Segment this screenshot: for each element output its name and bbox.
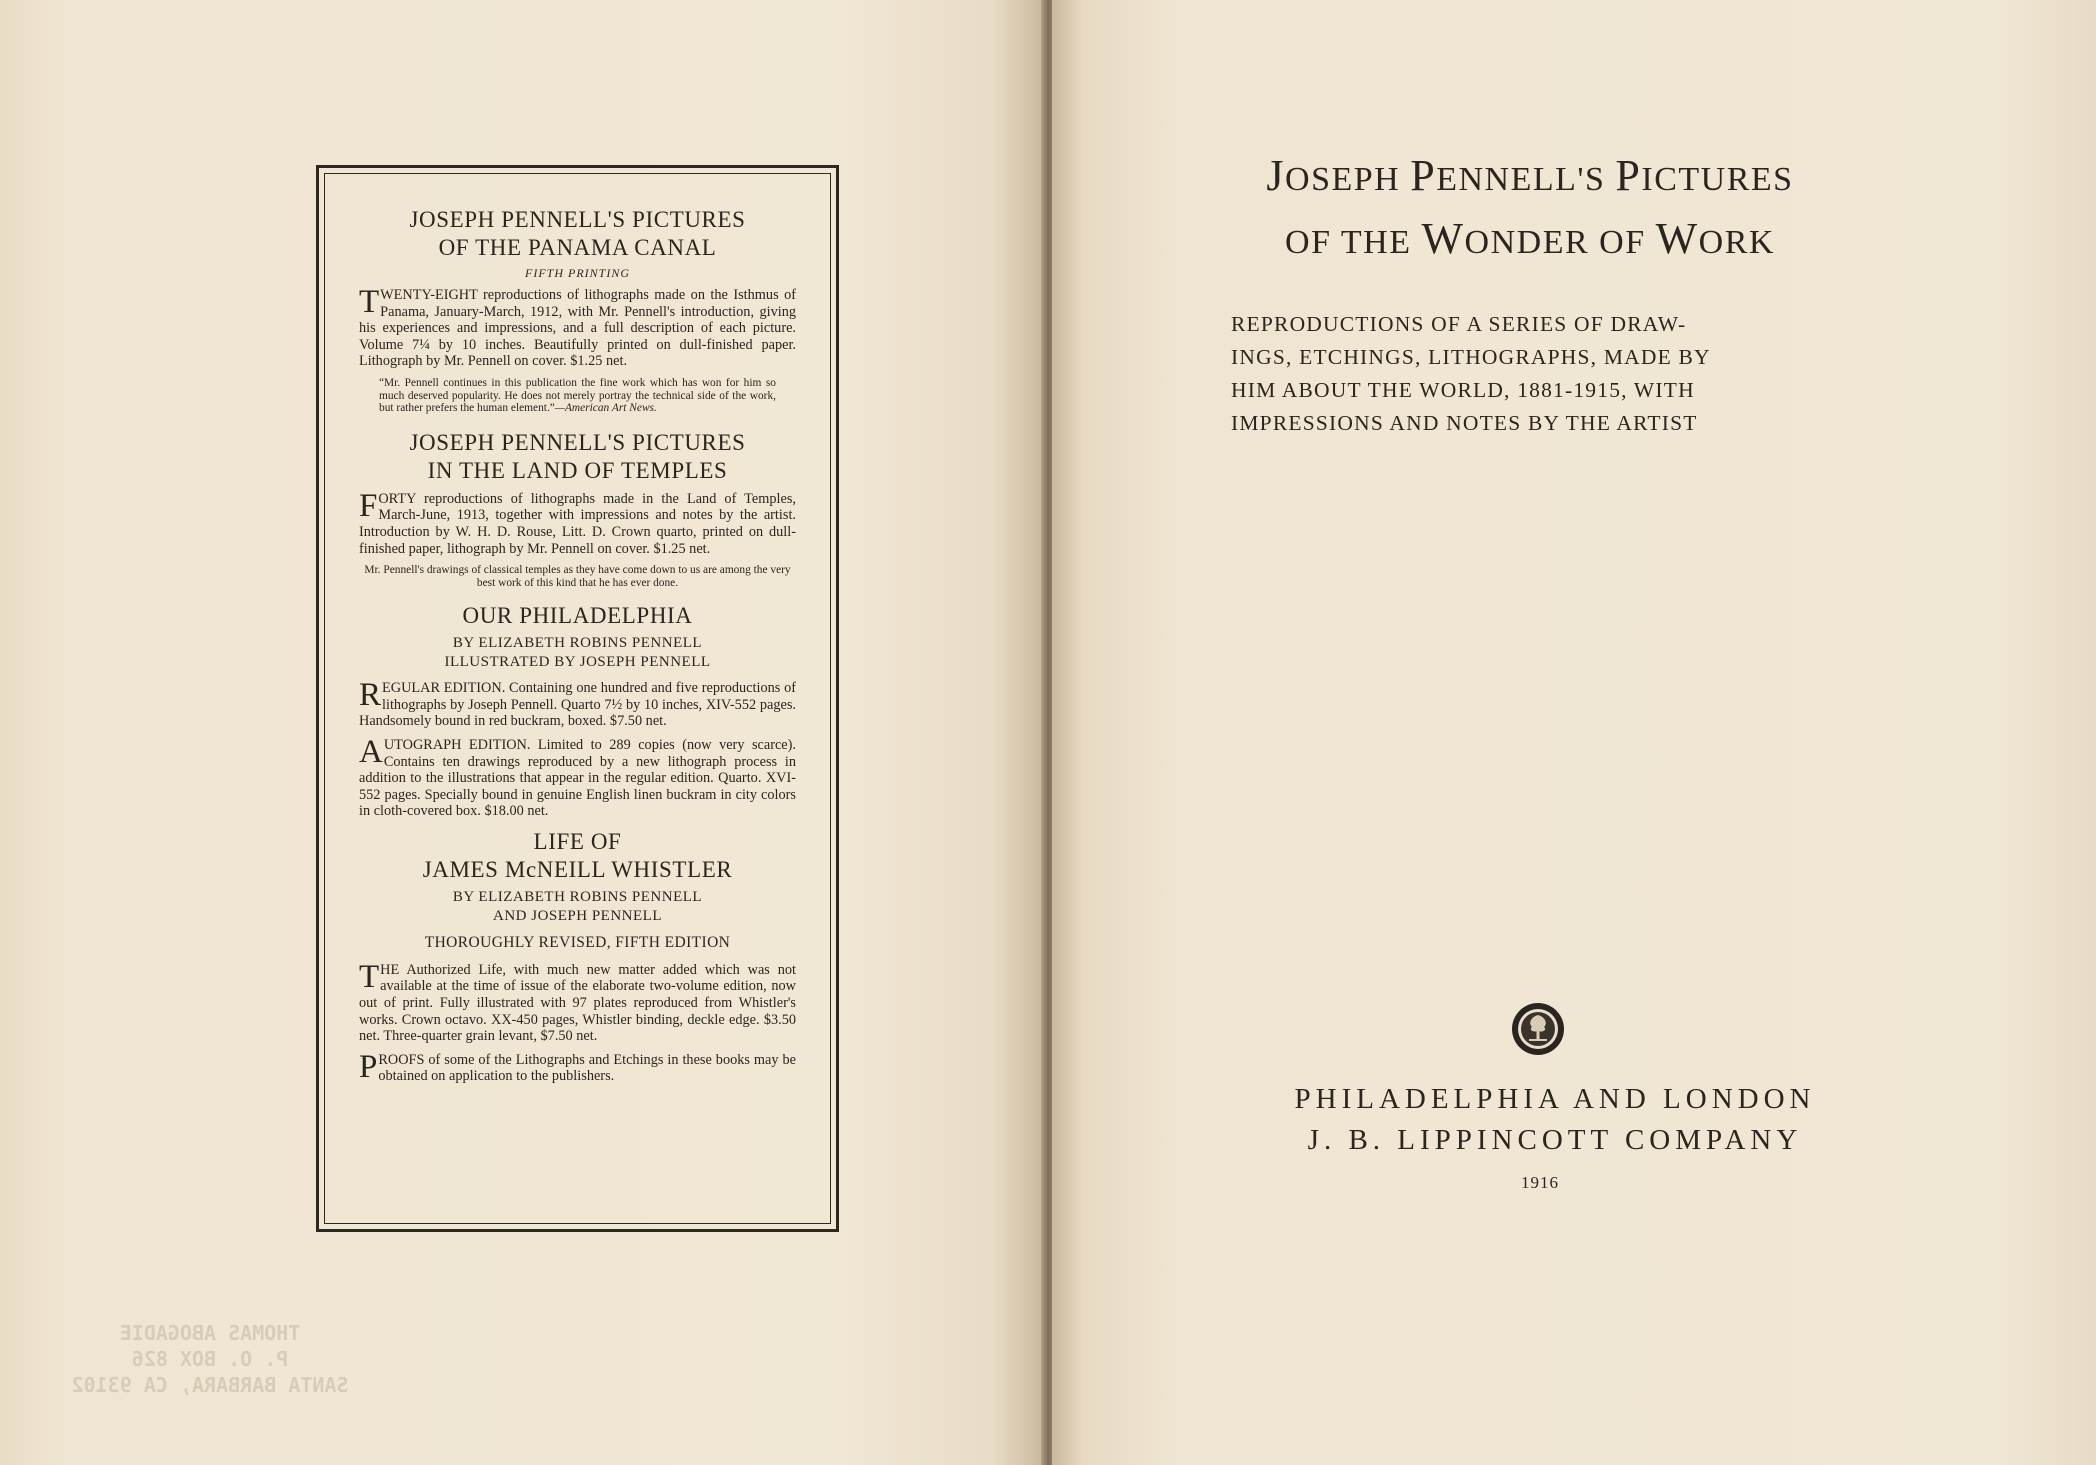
description-line: REPRODUCTIONS OF A SERIES OF DRAW-: [1231, 312, 1687, 336]
whistler-description-text: HE Authorized Life, with much new matter added which was not available at the time of issue of the elaborate two-volume edition, now out of print. Fully illustrated with 97 plates reproduced from Whistler's works. Crown octavo. XX-450 pages, Whistler binding, deckle edge. $3.50 net. Three-quarter grain levant, $7.50 net.: [359, 961, 796, 1045]
philadelphia-author: BY ELIZABETH ROBINS PENNELL: [452, 635, 703, 652]
panama-title-line2: OF THE PANAMA CANAL: [438, 235, 717, 260]
panama-review-quote: [379, 377, 776, 415]
title-initial: W: [1421, 214, 1465, 263]
drop-cap: F: [359, 487, 378, 524]
stamp-line1: THOMAS ABOGADIE: [119, 1321, 301, 1345]
panama-quote-source: —American Art News.: [554, 402, 657, 415]
drop-cap: T: [359, 284, 380, 320]
panama-description: [359, 284, 796, 370]
stamp-line3: SANTA BARBARA, CA 93102: [71, 1373, 349, 1397]
description-line: IMPRESSIONS AND NOTES BY THE ARTIST: [1231, 411, 1698, 435]
title-initial: W: [1655, 214, 1699, 263]
publisher-emblem-icon: [1510, 1001, 1566, 1057]
whistler-coauthor: AND JOSEPH PENNELL: [492, 907, 662, 924]
owner-stamp-bleedthrough: [60, 1320, 360, 1398]
whistler-description: [359, 958, 796, 1045]
autograph-edition-text: UTOGRAPH EDITION. Limited to 289 copies (now very scarce). Contains ten drawings reproduced by a new lithograph process in addition to the illustrations that appear in the regular edition. Quarto. XVI-552 pages. Specially bound in genuine English linen buckram in city colors in cloth-covered box. $18.00 net.: [359, 736, 796, 820]
philadelphia-title: OUR PHILADELPHIA: [462, 603, 693, 629]
book-description: [1231, 308, 1832, 440]
drop-cap: A: [359, 733, 383, 770]
title-smallcaps: OSEPH: [1285, 161, 1411, 198]
temples-description: [359, 487, 796, 557]
whistler-byline: [359, 888, 796, 926]
advertisement-frame: [316, 165, 839, 1232]
panama-printing: FIFTH PRINTING: [525, 266, 630, 280]
title-smallcaps: OF THE: [1285, 224, 1422, 261]
title-smallcaps: ORK: [1698, 224, 1775, 261]
proofs-notice-text: ROOFS of some of the Lithographs and Etchings in these books may be obtained on application to the publishers.: [378, 1051, 796, 1085]
whistler-title-line1: LIFE OF: [533, 828, 622, 854]
panama-title-line1: JOSEPH PENNELL'S PICTURES: [409, 207, 746, 232]
panama-quote-text: “Mr. Pennell continues in this publication the fine work which has won for him so much deserved popularity. He does not merely portray the technical side of the work, but rather prefers the human element.”: [379, 376, 776, 415]
advertisement-inner-frame: [324, 173, 831, 1224]
whistler-author: BY ELIZABETH ROBINS PENNELL: [452, 888, 703, 905]
stamp-line2: P. O. BOX 826: [131, 1347, 289, 1371]
drop-cap: T: [359, 958, 380, 995]
temples-review-quote: Mr. Pennell's drawings of classical temples as they have come down to us are among the very best work of this kind that he has ever done.: [364, 564, 791, 590]
proofs-notice: [359, 1048, 796, 1085]
book-title-line1: [1180, 150, 1880, 201]
publisher-cities: PHILADELPHIA AND LONDON: [1294, 1083, 1816, 1115]
publisher-name: J. B. LIPPINCOTT COMPANY: [1307, 1124, 1803, 1156]
drop-cap: R: [359, 677, 382, 714]
left-page: [0, 0, 1045, 1465]
title-smallcaps: ICTURES: [1641, 161, 1794, 198]
title-initial: P: [1615, 151, 1642, 200]
philadelphia-illustrator: ILLUSTRATED BY JOSEPH PENNELL: [444, 654, 711, 671]
whistler-edition: THOROUGHLY REVISED, FIFTH EDITION: [424, 933, 731, 951]
philadelphia-regular-edition: [359, 677, 796, 730]
drop-cap: P: [359, 1048, 378, 1085]
temples-title-line1: JOSEPH PENNELL'S PICTURES: [409, 429, 746, 455]
temples-description-text: ORTY reproductions of lithographs made in the Land of Temples, March-June, 1913, together with impressions and notes by the artist. Introduction by W. H. D. Rouse, Litt. D. Crown quarto, printed on dull-finished paper, lithograph by Mr. Pennell on cover. $1.25 net.: [359, 490, 796, 557]
temples-title-line2: IN THE LAND OF TEMPLES: [427, 457, 728, 483]
philadelphia-autograph-edition: [359, 733, 796, 820]
description-line: HIM ABOUT THE WORLD, 1881-1915, WITH: [1231, 378, 1695, 402]
panama-description-text: WENTY-EIGHT reproductions of lithographs made on the Isthmus of Panama, January-March, 1912, with Mr. Pennell's introduction, giving his experiences and impressions, and a full description of each picture. Volume 7¼ by 10 inches. Beautifully printed on dull-finished paper. Lithograph by Mr. Pennell on cover. $1.25 net.: [359, 287, 796, 370]
publication-year: 1916: [1521, 1173, 1559, 1192]
regular-edition-text: EGULAR EDITION. Containing one hundred and five reproductions of lithographs by Joseph Pennell. Quarto 7½ by 10 inches, XIV-552 pages. Handsomely bound in red buckram, boxed. $7.50 net.: [359, 680, 796, 730]
philadelphia-byline: [359, 634, 796, 672]
description-line: INGS, ETCHINGS, LITHOGRAPHS, MADE BY: [1231, 345, 1711, 369]
title-smallcaps: ONDER OF: [1464, 224, 1656, 261]
book-title-line2: [1180, 213, 1880, 264]
whistler-title-line2: JAMES McNEILL WHISTLER: [422, 856, 733, 882]
title-initial: P: [1410, 151, 1437, 200]
title-smallcaps: ENNELL'S: [1436, 161, 1616, 198]
title-initial: J: [1266, 151, 1286, 200]
